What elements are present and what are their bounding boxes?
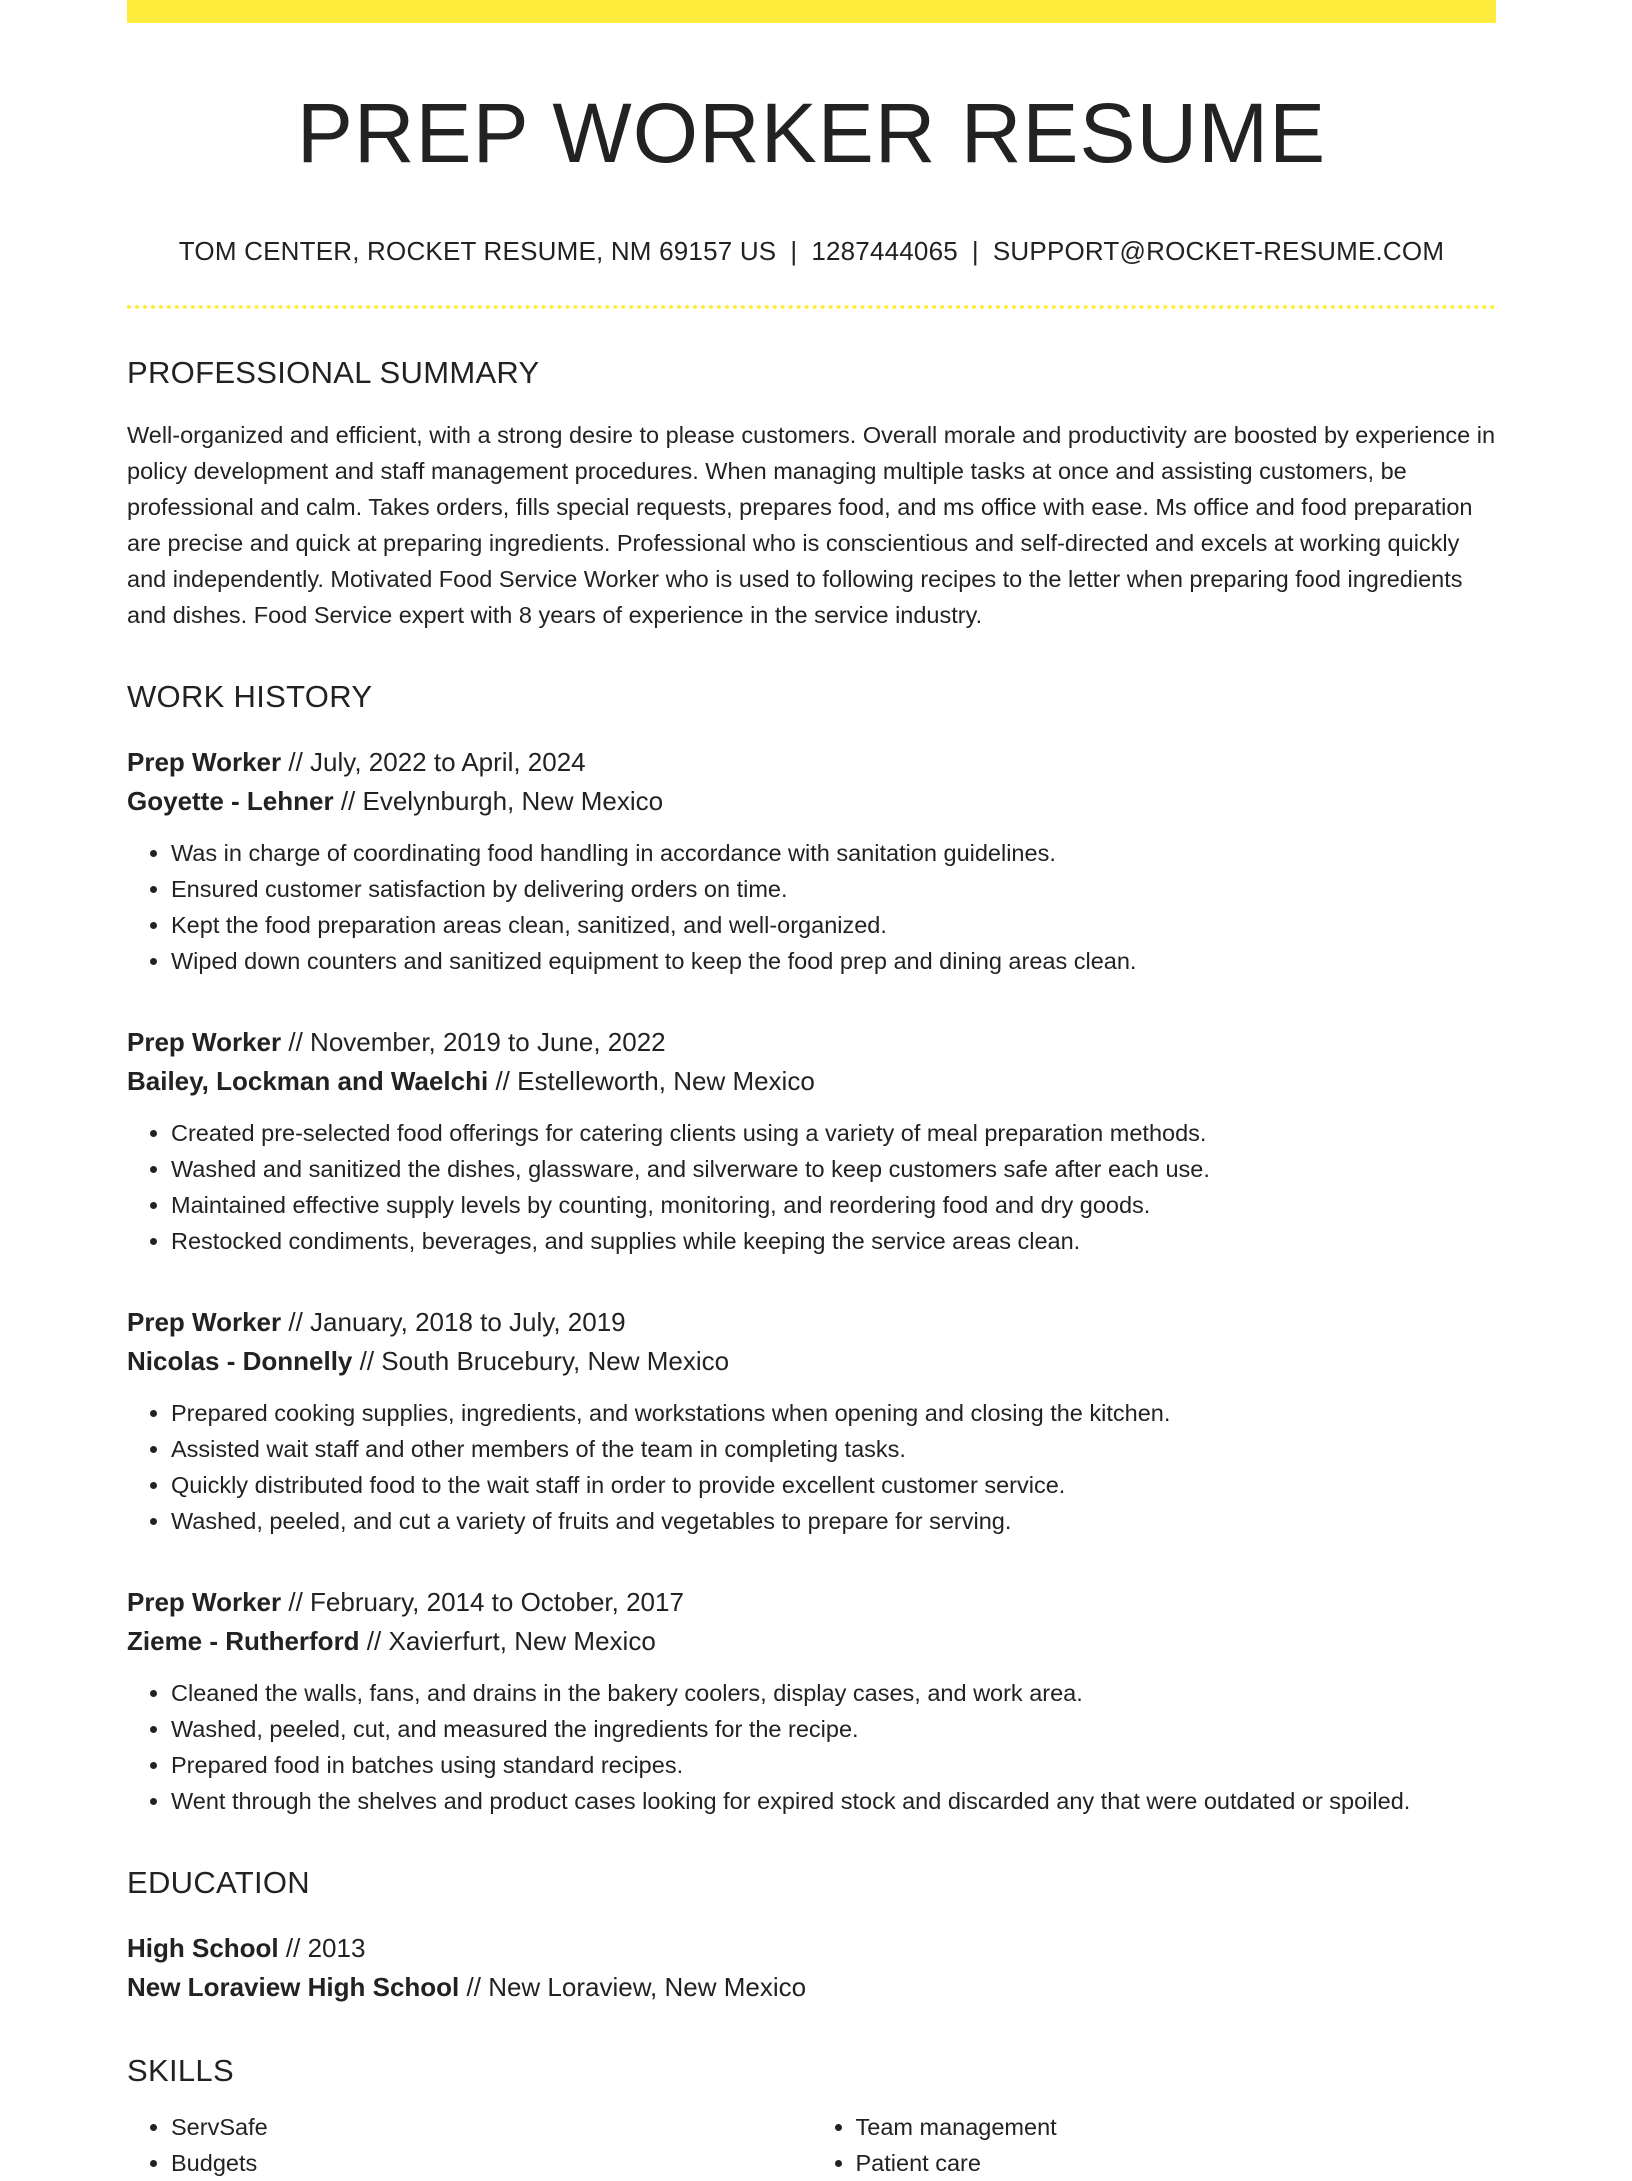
job-location: South Brucebury, New Mexico bbox=[381, 1345, 730, 1376]
job-separator: // bbox=[281, 1306, 311, 1337]
job-location: Estelleworth, New Mexico bbox=[517, 1065, 815, 1096]
job-bullet: • Kept the food preparation areas clean, sanitized, and well-organized. bbox=[171, 907, 1496, 943]
summary-text: Well-organized and efficient, with a strong desire to please customers. Overall morale and productivity are boosted by experience in policy development and staff management procedures. When managing multiple tasks at once and assisting customers, be professional and calm. Takes orders, fills special requests, prepares food, and ms office with ease. Ms office and food preparation are precise and quick at preparing ingredients. Professional who is conscientious and self-directed and excels at working quickly and independently. Motivated Food Service Worker who is used to following recipes to the letter when preparing food ingredients and dishes. Food Service expert with 8 years of experience in the service industry. bbox=[127, 421, 1496, 628]
job-company-line bbox=[127, 1342, 1496, 1381]
education-heading: EDUCATION bbox=[127, 1864, 310, 1900]
skill-item: • Patient care bbox=[856, 2145, 1497, 2181]
job-bullet: • Created pre-selected food offerings for catering clients using a variety of meal preparation methods. bbox=[171, 1115, 1496, 1151]
skills-column-right bbox=[812, 2109, 1497, 2181]
job-company: Zieme - Rutherford bbox=[127, 1625, 360, 1656]
job-entry bbox=[127, 1023, 1496, 1259]
job-dates: February, 2014 to October, 2017 bbox=[310, 1586, 684, 1617]
job-separator: // bbox=[359, 1625, 389, 1656]
resume-title: PREP WORKER RESUME bbox=[296, 86, 1327, 180]
education-entry bbox=[127, 1929, 1496, 2007]
education-year: 2013 bbox=[307, 1932, 366, 1963]
skill-item: • Budgets bbox=[171, 2145, 812, 2181]
skill-item: • Team management bbox=[856, 2109, 1497, 2145]
job-company-line bbox=[127, 1622, 1496, 1661]
skills-columns bbox=[127, 2109, 1496, 2181]
contact-separator: | bbox=[790, 235, 798, 266]
summary-heading: PROFESSIONAL SUMMARY bbox=[127, 354, 540, 390]
job-location: Evelynburgh, New Mexico bbox=[362, 785, 664, 816]
job-bullet: • Assisted wait staff and other members of the team in completing tasks. bbox=[171, 1431, 1496, 1467]
job-title-line bbox=[127, 1303, 1496, 1342]
job-separator: // bbox=[352, 1345, 382, 1376]
job-title: Prep Worker bbox=[127, 1586, 282, 1617]
job-bullets bbox=[127, 1395, 1496, 1539]
job-dates: November, 2019 to June, 2022 bbox=[310, 1026, 666, 1057]
education-school: New Loraview High School bbox=[127, 1971, 460, 2002]
work-history-heading: WORK HISTORY bbox=[127, 678, 373, 714]
education-degree-line bbox=[127, 1929, 1496, 1968]
job-location: Xavierfurt, New Mexico bbox=[388, 1625, 656, 1656]
education-degree: High School bbox=[127, 1932, 279, 1963]
job-company: Bailey, Lockman and Waelchi bbox=[127, 1065, 489, 1096]
job-company-line bbox=[127, 782, 1496, 821]
job-bullet: • Was in charge of coordinating food handling in accordance with sanitation guidelines. bbox=[171, 835, 1496, 871]
job-bullet: • Prepared cooking supplies, ingredients, and workstations when opening and closing the kitchen. bbox=[171, 1395, 1496, 1431]
job-company: Goyette - Lehner bbox=[127, 785, 334, 816]
job-bullet: • Washed, peeled, and cut a variety of fruits and vegetables to prepare for serving. bbox=[171, 1503, 1496, 1539]
job-bullet: • Went through the shelves and product cases looking for expired stock and discarded any that were outdated or spoiled. bbox=[171, 1783, 1496, 1819]
job-title-line bbox=[127, 1583, 1496, 1622]
job-separator: // bbox=[281, 746, 311, 777]
job-company: Nicolas - Donnelly bbox=[127, 1345, 353, 1376]
education-location: New Loraview, New Mexico bbox=[488, 1971, 807, 2002]
job-title: Prep Worker bbox=[127, 1306, 282, 1337]
contact-separator: | bbox=[971, 235, 979, 266]
job-bullet: • Cleaned the walls, fans, and drains in the bakery coolers, display cases, and work area. bbox=[171, 1675, 1496, 1711]
job-bullet: • Washed, peeled, cut, and measured the ingredients for the recipe. bbox=[171, 1711, 1496, 1747]
dotted-divider bbox=[127, 305, 1496, 309]
job-bullets bbox=[127, 1115, 1496, 1259]
job-entry bbox=[127, 1303, 1496, 1539]
job-company-line bbox=[127, 1062, 1496, 1101]
job-bullet: • Prepared food in batches using standard recipes. bbox=[171, 1747, 1496, 1783]
top-accent-bar bbox=[127, 0, 1496, 23]
job-title-line bbox=[127, 743, 1496, 782]
contact-address: TOM CENTER, ROCKET RESUME, NM 69157 US bbox=[178, 235, 777, 266]
education-separator: // bbox=[459, 1971, 489, 2002]
job-bullets bbox=[127, 835, 1496, 979]
job-dates: July, 2022 to April, 2024 bbox=[310, 746, 586, 777]
job-separator: // bbox=[281, 1026, 311, 1057]
skills-heading: SKILLS bbox=[127, 2052, 234, 2088]
job-bullet: • Restocked condiments, beverages, and supplies while keeping the service areas clean. bbox=[171, 1223, 1496, 1259]
job-separator: // bbox=[488, 1065, 518, 1096]
job-bullet: • Washed and sanitized the dishes, glassware, and silverware to keep customers safe after each use. bbox=[171, 1151, 1496, 1187]
job-separator: // bbox=[281, 1586, 311, 1617]
job-title: Prep Worker bbox=[127, 746, 282, 777]
contact-phone: 1287444065 bbox=[811, 235, 958, 266]
contact-line bbox=[127, 236, 1496, 267]
job-title: Prep Worker bbox=[127, 1026, 282, 1057]
job-entry bbox=[127, 743, 1496, 979]
skill-item: • ServSafe bbox=[171, 2109, 812, 2145]
job-bullet: • Wiped down counters and sanitized equipment to keep the food prep and dining areas clean. bbox=[171, 943, 1496, 979]
education-separator: // bbox=[278, 1932, 308, 1963]
education-school-line bbox=[127, 1968, 1496, 2007]
job-bullets bbox=[127, 1675, 1496, 1819]
job-bullet: • Ensured customer satisfaction by delivering orders on time. bbox=[171, 871, 1496, 907]
resume-page bbox=[127, 0, 1496, 2181]
job-bullet: • Maintained effective supply levels by counting, monitoring, and reordering food and dry goods. bbox=[171, 1187, 1496, 1223]
job-separator: // bbox=[333, 785, 363, 816]
contact-email: SUPPORT@ROCKET-RESUME.COM bbox=[992, 235, 1445, 266]
job-entry bbox=[127, 1583, 1496, 1819]
job-title-line bbox=[127, 1023, 1496, 1062]
job-bullet: • Quickly distributed food to the wait staff in order to provide excellent customer service. bbox=[171, 1467, 1496, 1503]
job-dates: January, 2018 to July, 2019 bbox=[310, 1306, 626, 1337]
skills-column-left bbox=[127, 2109, 812, 2181]
